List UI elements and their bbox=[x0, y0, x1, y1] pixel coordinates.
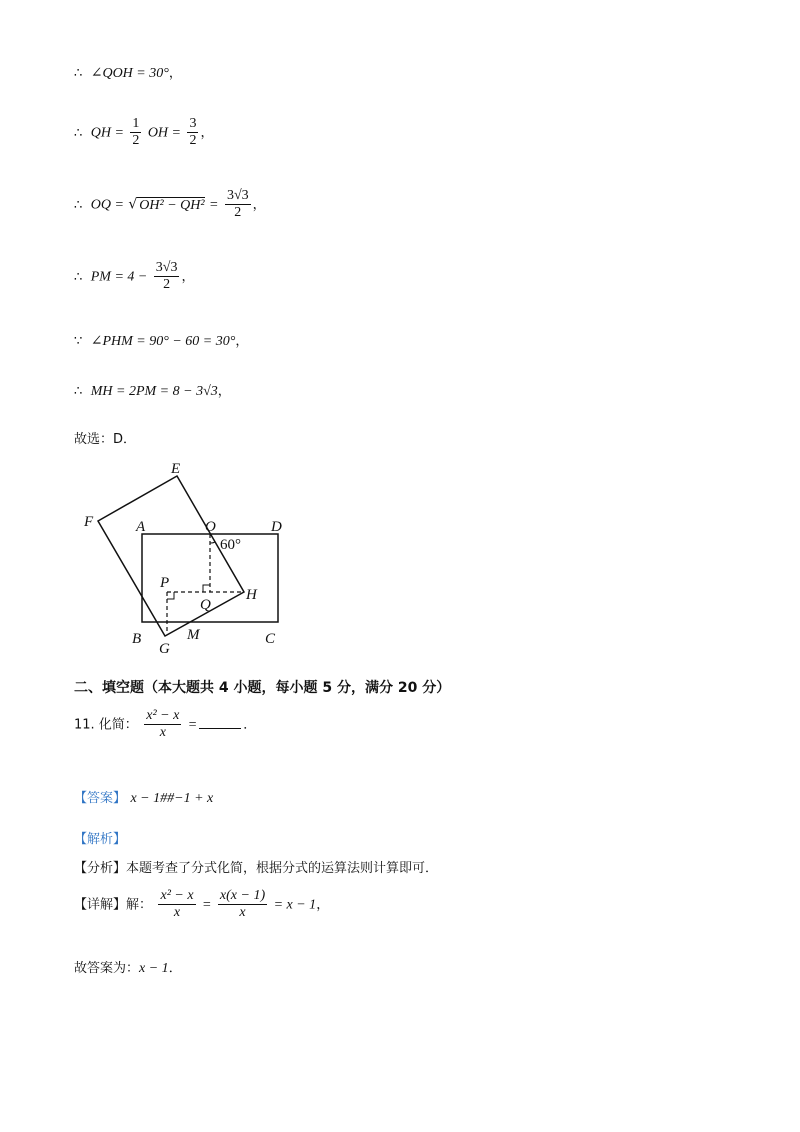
right-angle-mark-p bbox=[167, 592, 174, 599]
detail-tag: 【详解】 bbox=[74, 897, 127, 913]
label-q: Q bbox=[200, 597, 211, 613]
step-qh-length: ∴ QH = $\frac{1}{2}$ OH = $\frac{3}{2}$ ， bbox=[74, 116, 214, 149]
because-symbol: ∵ bbox=[74, 334, 83, 349]
label-f: F bbox=[84, 514, 94, 530]
step-phm-angle: ∵ ∠PHM = 90° − 60 = 30°， bbox=[74, 334, 249, 349]
step-oq-length: ∴ OQ = √ OH² − QH² = $\frac{3√3}{2}$ ， bbox=[74, 188, 266, 221]
square-efgh bbox=[98, 476, 244, 636]
right-angle-mark-q bbox=[203, 585, 210, 592]
fraction-detail-1: $\frac{\text{x² − x}}{x}$ bbox=[160, 888, 194, 921]
analysis-summary bbox=[74, 857, 438, 876]
answer-line bbox=[74, 787, 213, 807]
label-e: E bbox=[171, 461, 181, 477]
step-qoh-angle: ∴ ∠QOH = 30°， bbox=[74, 66, 182, 81]
fraction-three-halves: $\frac{3}{2}$ bbox=[189, 116, 197, 149]
label-b: B bbox=[132, 631, 142, 647]
label-h: H bbox=[246, 587, 257, 603]
therefore-symbol: ∴ bbox=[74, 197, 83, 213]
label-a: A bbox=[136, 519, 146, 535]
geometry-figure bbox=[74, 455, 314, 660]
therefore-symbol: ∴ bbox=[74, 384, 83, 399]
final-answer: 故答案为：x − 1． bbox=[74, 961, 182, 976]
question-11: 11. 化简： $\frac{\text{x² − x}}{x}$ = ． bbox=[74, 708, 257, 741]
fraction-detail-2: $\frac{x(x - 1)}{x}$ bbox=[219, 888, 266, 921]
analysis-tag: 【解析】 bbox=[74, 832, 127, 847]
fenxi-text: 本题考查了分式化简，根据分式的运算法则计算即可． bbox=[126, 861, 439, 876]
fraction-question: $\frac{\text{x² − x}}{x}$ bbox=[146, 708, 180, 741]
fraction-three-root-three-halves: $\frac{3√3}{2}$ bbox=[226, 188, 249, 221]
fenxi-tag: 【分析】 bbox=[74, 861, 127, 876]
label-c: C bbox=[265, 631, 276, 647]
label-g: G bbox=[159, 641, 170, 657]
therefore-symbol: ∴ bbox=[74, 66, 83, 81]
label-m: M bbox=[187, 627, 200, 643]
fraction-half: $\frac{1}{2}$ bbox=[132, 116, 140, 149]
label-p: P bbox=[160, 575, 170, 591]
answer-tag: 【答案】 bbox=[74, 791, 127, 806]
detail-line: 【详解】解： $\frac{\text{x² − x}}{x}$ = $\frac{x(x - 1)}{x}$ = x − 1， bbox=[74, 888, 330, 921]
sqrt-sign: √ bbox=[128, 196, 138, 213]
answer-text: x − 1##−1 + x bbox=[130, 791, 214, 806]
label-angle-60: 60° bbox=[220, 537, 241, 553]
choice-conclusion: 故选：D． bbox=[74, 432, 137, 447]
section-heading: 二、填空题（本大题共 4 小题，每小题 5 分，满分 20 分） bbox=[74, 680, 451, 696]
label-d: D bbox=[271, 519, 282, 535]
step-pm-length: ∴ PM = 4 − $\frac{3√3}{2}$ ， bbox=[74, 260, 195, 293]
sqrt-body: OH² − QH² bbox=[139, 197, 205, 213]
answer-blank bbox=[199, 728, 241, 729]
question-number: 11. 化简： bbox=[74, 717, 138, 733]
step-mh-length: ∴ MH = 2PM = 8 − 3√3， bbox=[74, 384, 231, 399]
therefore-symbol: ∴ bbox=[74, 125, 83, 141]
angle-arc-o bbox=[210, 542, 215, 543]
therefore-symbol: ∴ bbox=[74, 269, 83, 285]
fraction-three-root-three-halves: $\frac{3√3}{2}$ bbox=[155, 260, 178, 293]
step-expression: ∠QOH = 30° bbox=[90, 66, 169, 81]
label-o: O bbox=[205, 519, 216, 535]
